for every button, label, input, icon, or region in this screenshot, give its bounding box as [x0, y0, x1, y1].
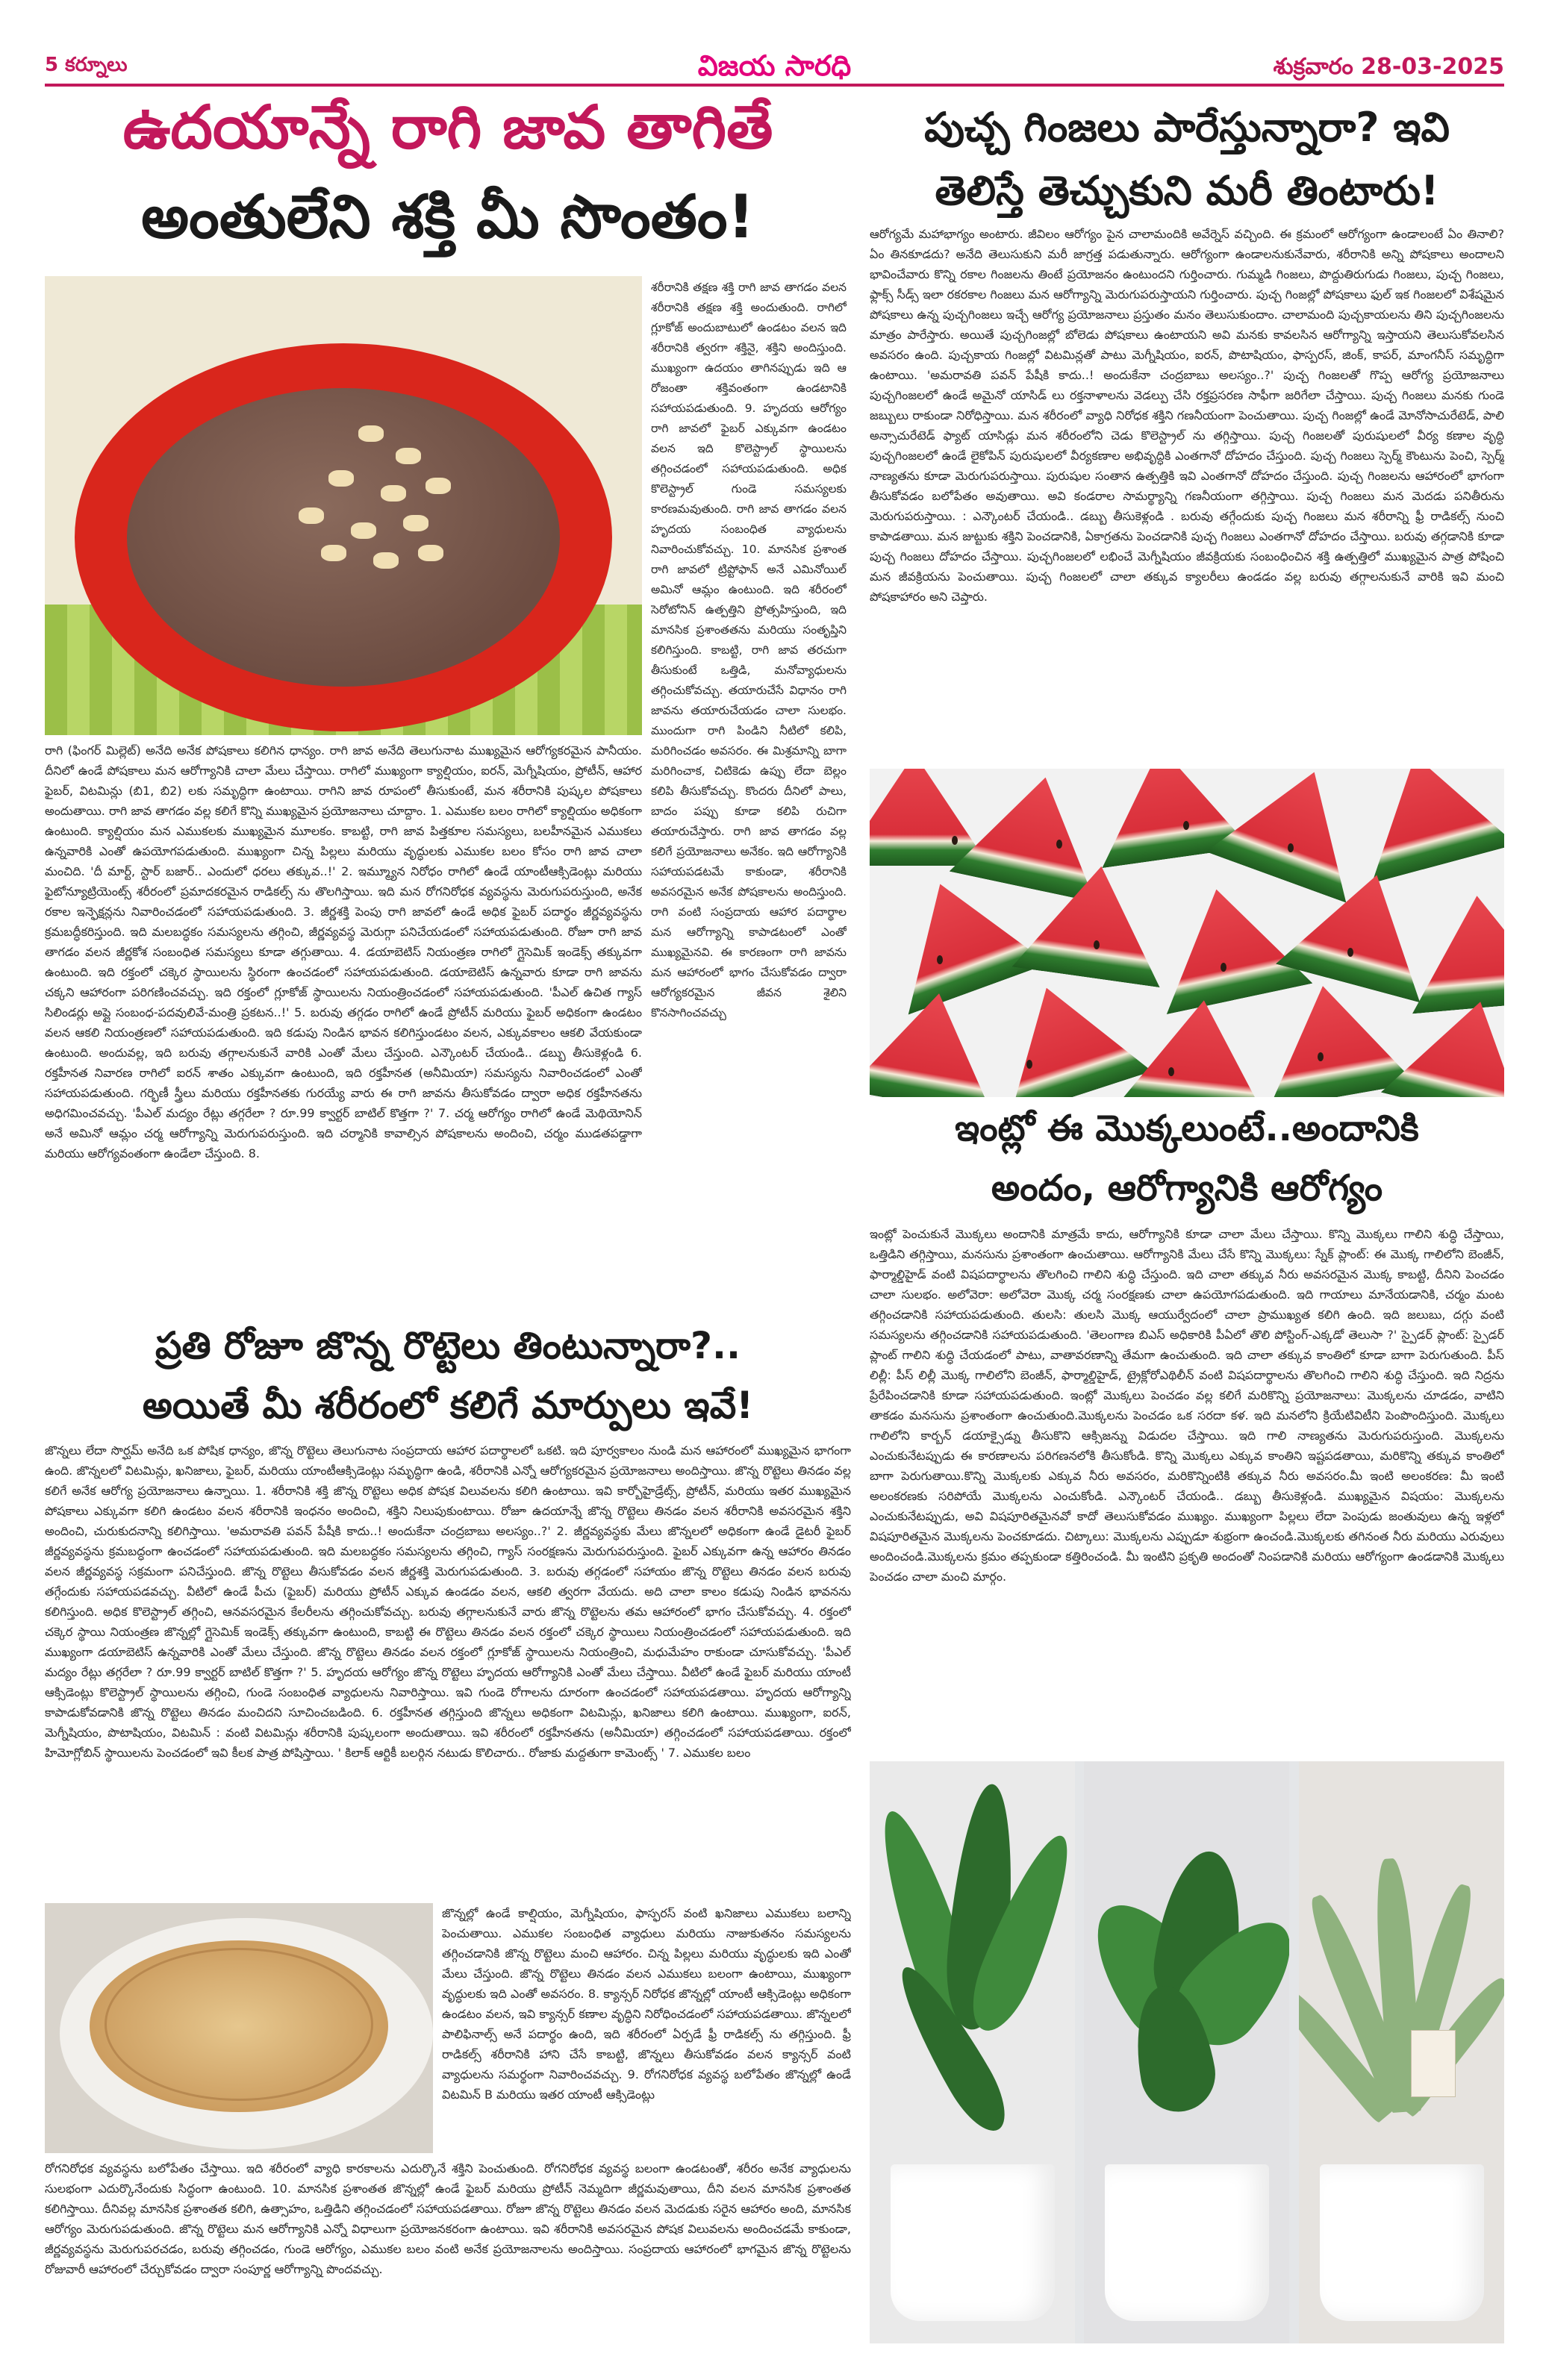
puchcha-body: ఆరోగ్యమే మహాభాగ్యం అంటారు. జీవిలం ఆరోగ్యం పైన చాలామందికి అవేర్నెస్ వచ్చింది. ఈ క్రమంలో ఆరోగ్యంగా ఉండాలంటే ఏం తినాలి? ఏం తినకూడదు? అనేది తెలుసుకుని మరీ జాగ్రత్త పడుతున్నారు. ఆరోగ్యంగా ఉండాలనుకునేవారు, శరీరానికి అన్ని పోషకాలు అందాలని భావించేవారు కొన్ని రకాల గింజలను తింటే ప్రయోజనం ఉంటుందని గుర్తించారు. గుమ్మడి గింజలు, పొద్దుతిరుగుడు గింజలు, పుచ్చ గింజలు, ఫ్లాక్స్ సీడ్స్ ఇలా రకరకాల గింజలు మన ఆరోగ్యాన్ని మెరుగుపరుస్తాయని గుర్తించారు. పుచ్చ గింజల్లో పోషకాలు ఫుల్ ఇక గింజలలో విశేషమైన పోషకాలు ఉన్న పుచ్చగింజలు ఇచ్చే ఆరోగ్య ప్రయోజనాలు ప్రస్తుతం మనం తెలుసుకుందాం. చాలామంది పుచ్చకాయలను తిని పుచ్చగింజలను మాత్రం పారేస్తారు. అయితే పుచ్చగింజల్లో బోలెడు పోషకాలు ఉంటాయని అవి మనకు కావలసిన ఆరోగ్యాన్ని ఇస్తాయని తెలుసుకోవలసిన అవసరం ఉంది. పుచ్చకాయ గింజల్లో విటమిన్లతో పాటు మెగ్నీషియం, ఐరన్, పొటాషియం, ఫాస్పరస్, జింక్, కాపర్, మాంగనీస్ సమృద్ధిగా ఉంటాయి. 'అమరావతి పవన్ పేషీకి కాదు..! అందుకేనా చంద్రబాబు అలస్యం..?' పుచ్చ గింజలతో గొప్ప ఆరోగ్య ప్రయోజనాలు పుచ్చగింజలలో ఉండే అమైనో యాసిడ్ లు రక్తనాళాలను వెడల్పు చేసి రక్తప్రసరణ సాఫీగా జరిగేలా చేస్తాయి. పుచ్చ గింజలు మనకు గుండె జబ్బులు రాకుండా నిరోధిస్తాయి. మన శరీరంలో వ్యాధి నిరోధక శక్తిని గణనీయంగా పెంచుతాయి. పుచ్చ గింజల్లో ఉండే మోనోసాచురేటెడ్, పాలి అన్సాచురేటెడ్ ఫ్యాట్ యాసిడ్లు మన శరీరంలోని చెడు కొలెస్ట్రాల్ ను తగ్గిస్తాయి. పుచ్చ గింజలతో పురుషులలో వీర్య కణాల వృద్ధి పుచ్చగింజలలో ఉండే లైకోపిన్ పురుషులలో వీర్యకణాల అభివృద్ధికి ఎంతగానో దోహదం చేస్తుంది. పుచ్చ గింజలు స్పెర్మ్ కౌంటును పెంచి, స్పెర్మ్ నాణ్యతను కూడా మెరుగుపరుస్తాయి. పురుషుల సంతాన ఉత్పత్తికి ఇవి ఎంతగానో దోహదం చేస్తుంది. పుచ్చ గింజలను ఆహారంలో భాగంగా తీసుకోవడం బలోపేతం అవుతాయి. అవి కండరాల సామర్థ్యాన్ని గణనీయంగా తగ్గిస్తాయి. పుచ్చ గింజలు మన మెదడు పనితీరును మెరుగుపరుస్తాయి. : ఎన్కౌంటర్ చేయండి.. డబ్బు తీసుకెళ్లండి . బరువు తగ్గేందుకు పుచ్చ గింజలు మన శరీరాన్ని ఫ్రీ రాడికల్స్ నుంచి కాపాడతాయి. మన జుట్టుకు శక్తిని పెంచడానికి, ఏకాగ్రతను పెంచడానికి పుచ్చ గింజలు ఎంతగానో దోహదం చేస్తాయి. బరువు తగ్గడానికి కూడా పుచ్చ గింజలు దోహదం చేస్తాయి. పుచ్చగింజలలో లభించే మెగ్నీషియం జీవక్రియకు సంబంధించిన శక్తి ఉత్పత్తిలో ముఖ్యమైన పాత్ర పోషించి మన జీవక్రియను పెంచుతాయి. పుచ్చ గింజలలో చాలా తక్కువ క్యాలరీలు ఉండడం వల్ల బరువు తగ్గాలనుకునే వారికి ఇవి మంచి పోషకాహారం అని చెప్తారు.: [870, 227, 1504, 604]
ragi-headline-2: అంతులేని శక్తి మీ సొంతం!: [141, 182, 755, 252]
jonna-body-bottom: రోగనిరోధక వ్యవస్థను బలోపేతం చేస్తాయి. ఇది శరీరంలో వ్యాధి కారకాలను ఎదుర్కొనే శక్తిని పెంచుతుంది. రోగనిరోధక వ్యవస్థ బలంగా ఉండటంతో, శరీరం అనేక వ్యాధులను సులభంగా ఎదుర్కొనేందుకు సిద్ధంగా ఉంటుంది. 10. మానసిక ప్రశాంతత జొన్నల్లో ఉండే ఫైబర్ మరియు ప్రోటీన్ నెమ్మదిగా జీర్ణమవుతాయి, దీని వలన మానసిక ప్రశాంతత కలిగిస్తాయి. దీనివల్ల మానసిక ప్రశాంతత కలిగి, ఉత్సాహం, ఒత్తిడిని తగ్గించడంలో సహాయపడతాయి. రోజూ జొన్న రొట్టెలు తినడం వలన మెదడుకు సరైన ఆహారం అంది, మానసిక ఆరోగ్యం మెరుగుపడుతుంది. జొన్న రొట్టెలు మన ఆరోగ్యానికి ఎన్నో విధాలుగా ప్రయోజనకరంగా ఉంటాయి. ఇవి శరీరానికి అవసరమైన పోషక విలువలను అందించడమే కాకుండా, జీర్ణవ్యవస్థను మెరుగుపరచడం, బరువు తగ్గించడం, గుండె ఆరోగ్యం, ఎముకల బలం వంటి అనేక ప్రయోజనాలను అందిస్తాయి. సంప్రదాయ ఆహారంలో భాగమైన జొన్న రొట్టెలను రోజువారీ ఆహారంలో చేర్చుకోవడం ద్వారా సంపూర్ణ ఆరోగ్యాన్ని పొందవచ్చు.: [45, 2161, 851, 2276]
puchcha-headline-2: తెలిస్తే తెచ్చుకుని మరీ తింటారు!: [935, 167, 1439, 214]
jonna-body-side: జొన్నల్లో ఉండే కాల్షియం, మెగ్నీషియం, ఫాస్ఫరస్ వంటి ఖనిజాలు ఎముకలు బలాన్ని పెంచుతాయి. ఎముకల సంబంధిత వ్యాధులు మరియు నాజుకుతనం సమస్యలను తగ్గించడానికి జొన్న రొట్టెలు మంచి ఆహారం. చిన్న పిల్లలు మరియు వృద్ధులకు ఇది ఎంతో మేలు చేస్తుంది. జొన్న రొట్టెలు తినడం వలన ఎముకలు బలంగా ఉంటాయి, ముఖ్యంగా వృద్ధులకు ఇది ఎంతో అవసరం. 8. క్యాన్సర్ నిరోధక జొన్నల్లో యాంటీ ఆక్సిడెంట్లు అధికంగా ఉండటం వలన, ఇవి క్యాన్సర్ కణాల వృద్ధిని నిరోధించడంలో సహాయపడతాయి. జొన్నలలో పాలిఫినాల్స్ అనే పదార్థం ఉంది, ఇది శరీరంలో ఏర్పడే ఫ్రీ రాడికల్స్ ను తగ్గిస్తుంది. ఫ్రీ రాడికల్స్ శరీరానికి హాని చేసే కాబట్టి, జొన్నలు తీసుకోవడం వలన క్యాన్సర్ వంటి వ్యాధులను సమర్థంగా నివారించవచ్చు. 9. రోగనిరోధక వ్యవస్థ బలోపేతం జొన్నల్లో ఉండే విటమిన్ B మరియు ఇతర యాంటీ ఆక్సిడెంట్లు: [442, 1906, 851, 2102]
ragi-side-column: శరీరానికి తక్షణ శక్తి రాగి జావ తాగడం వలన శరీరానికి తక్షణ శక్తి అందుతుంది. రాగిలో గ్లూకోజ్ అందుబాటులో ఉండటం వలన ఇది శరీరానికి త్వరగా శక్తినై, శక్తిని అందిస్తుంది. ముఖ్యంగా ఉదయం తాగినప్పుడు ఇది ఆ రోజంతా శక్తివంతంగా ఉండటానికి సహాయపడుతుంది. 9. హృదయ ఆరోగ్యం రాగి జావలో ఫైబర్ ఎక్కువగా ఉండటం వలన ఇది కొలెస్ట్రాల్ స్థాయిలను తగ్గించడంలో సహాయపడుతుంది. అధిక కొలెస్ట్రాల్ గుండె సమస్యలకు కారణమవుతుంది. రాగి జావ తాగడం వలన హృదయ సంబంధిత వ్యాధులను నివారించుకోవచ్చు. 10. మానసిక ప్రశాంత రాగి జావలో ట్రిప్టోఫాన్ అనే ఎమినోయిల్ అమినో ఆమ్లం ఉంటుంది. ఇది శరీరంలో సెరోటోనిన్ ఉత్పత్తిని ప్రోత్సహిస్తుంది, ఇది మానసిక ప్రశాంతతను మరియు సంతృప్తిని కలిగిస్తుంది. కాబట్టి, రాగి జావ తరచుగా తీసుకుంటే ఒత్తిడి, మనోవ్యాధులను తగ్గించుకోవచ్చు. తయారుచేసే విధానం రాగి జావను తయారుచేయడం చాలా సులభం. ముందుగా రాగి పిండిని నీటిలో కలిపి, మరిగించడం అవసరం. ఈ మిశ్రమాన్ని బాగా మరిగించాక, చిటికెడు ఉప్పు లేదా బెల్లం కలిపి తీసుకోవచ్చు. కొందరు దీనిలో పాలు, బాదం పప్పు కూడా కలిపి రుచిగా తయారుచేస్తారు. రాగి జావ తాగడం వల్ల కలిగే ప్రయోజనాలు అనేకం. ఇది ఆరోగ్యానికి సహాయపడటమే కాకుండా, శరీరానికి అవసరమైన అనేక పోషకాలను అందిస్తుంది. రాగి వంటి సంప్రదాయ ఆహార పదార్థాల మన ఆరోగ్యాన్ని కాపాడటంలో ఎంతో ముఖ్యమైనవి. ఈ కారణంగా రాగి జావను మన ఆహారంలో భాగం చేసుకోవడం ద్వారా ఆరోగ్యకరమైన జీవన శైలిని కొనసాగించవచ్చు: [651, 281, 847, 1019]
plant-panel-2: [1084, 1761, 1289, 2343]
page-number: 5 కర్నూలు: [45, 54, 128, 76]
ragi-porridge-photo: [45, 276, 642, 735]
issue-date: శుక్రవారం 28-03-2025: [1273, 54, 1504, 80]
jonna-headline-1: ప్రతి రోజూ జొన్న రొట్టెలు తింటున్నారా?..: [155, 1324, 741, 1367]
masthead: [45, 49, 1504, 87]
jonna-rotti-photo: [45, 1903, 433, 2153]
plants-headline-1: ఇంట్లో ఈ మొక్కలుంటే..అందానికి: [955, 1108, 1419, 1149]
puchcha-headline-1: పుచ్చ గింజలు పారేస్తున్నారా? ఇవి: [924, 104, 1450, 151]
plants-headline-2: అందం, ఆరోగ్యానికి ఆరోగ్యం: [991, 1167, 1383, 1209]
jonna-body-top: జొన్నలు లేదా సొర్ఘమ్ అనేది ఒక పోషిక ధాన్యం, జొన్న రొట్టెలు తెలుగునాట సంప్రదాయ ఆహార పదార్థాలలో ఒకటి. ఇది పూర్వకాలం నుండి మన ఆహారంలో ముఖ్యమైన భాగంగా ఉంది. జొన్నలలో విటమిన్లు, ఖనిజాలు, ఫైబర్, మరియు యాంటీఆక్సిడెంట్లు సమృద్ధిగా ఉండి, శరీరానికి ఎన్నో ఆరోగ్యకరమైన ప్రయోజనాలు అందిస్తాయి. జొన్న రొట్టెలు తినడం వల్ల కలిగే అనేక ఆరోగ్య ప్రయోజనాలు ఉన్నాయి. 1. శరీరానికి శక్తి జొన్న రొట్టెలు అధిక పోషక విలువలను కలిగి ఉంటాయి. ఇవి కార్బోహైడ్రేట్స్, ప్రోటీన్, మరియు ఇతర ముఖ్యమైన పోషకాలు ఎక్కువగా కలిగి ఉండటం వలన శరీరానికి ఇంధనం అందించి, శక్తిని నిలుపుకుంటాయి. రోజూ ఉదయాన్నే జొన్న రొట్టెలు తినడం వలన శరీరానికి అవసరమైన శక్తిని అందించి, చురుకుదనాన్ని కలిగిస్తాయి. 'అమరావతి పవన్ పేషీకి కాదు..! అందుకేనా చంద్రబాబు అలస్యం..?' 2. జీర్ణవ్యవస్థకు మేలు జొన్నలలో అధికంగా ఉండే డైటరీ ఫైబర్ జీర్ణవ్యవస్థను క్రమబద్ధంగా ఉంచడంలో సహాయపడుతుంది. ఇది మలబద్ధకం సమస్యలను తగ్గించి, గ్యాస్ సంరక్షణను మెరుగుపరుస్తుంది. ఫైబర్ ఎక్కువగా ఉన్న ఆహారం తినడం వలన జీర్ణవ్యవస్థ సక్రమంగా పనిచేస్తుంది. జొన్న రొట్టెలు తీసుకోవడం వలన జీర్ణశక్తి మెరుగుపడుతుంది. 3. బరువు తగ్గడంలో సహాయం జొన్న రొట్టెలు తినడం వలన బరువు తగ్గేందుకు సహాయపడవచ్చు. వీటిలో ఉండే పీచు (ఫైబర్) మరియు ప్రోటీన్ ఎక్కువ ఉండడం వలన, ఆకలి త్వరగా వేయదు. అది చాలా కాలం కడుపు నిండిన భావనను కలిగిస్తుంది. అధిక కొలెస్ట్రాల్ తగ్గించి, ఆనవసరమైన కేలరీలను తగ్గించుకోవచ్చు. బరువు తగ్గాలనుకునే వారు జొన్న రొట్టెలను తమ ఆహారంలో భాగం చేసుకోవచ్చు. 4. రక్తంలో చక్కెర స్థాయి నియంత్రణ జొన్నల్లో గ్లైసెమిక్ ఇండెక్స్ తక్కువగా ఉంటుంది, కాబట్టి ఈ రొట్టెలు తినడం వలన రక్తంలో చక్కెర స్థాయిలు నియంత్రించడంలో సహాయపడుతుంది. ఇది ముఖ్యంగా డయాబెటిస్ ఉన్నవారికి ఎంతో మేలు చేస్తుంది. జొన్న రొట్టెలు తినడం వలన రక్తంలో గ్లూకోజ్ స్థాయిలను నియంత్రించి, మధుమేహం రాకుండా చూసుకోవచ్చు. 'పీఎల్ మద్యం రేట్లు తగ్గరేలా ? రూ.99 క్వార్టర్ బాటిల్ కొత్తగా ?' 5. హృదయ ఆరోగ్యం జొన్న రొట్టెలు హృదయ ఆరోగ్యానికి ఎంతో మేలు చేస్తాయి. వీటిలో ఉండే ఫైబర్ మరియు యాంటీ ఆక్సిడెంట్లు కొలెస్ట్రాల్ స్థాయిలను తగ్గించి, గుండె సంబంధిత వ్యాధులను నివారిస్తాయి. ఇవి గుండె రోగాలను దూరంగా ఉంచడంలో సహాయపడతాయి. హృదయ ఆరోగ్యాన్ని కాపాడుకోవడానికి జొన్న రొట్టెలు తినడం మంచిదని సూచించబడింది. 6. రక్తహీనత తగ్గిస్తుంది జొన్నలు అధికంగా విటమిన్లు, ఖనిజాలు కలిగి ఉంటాయి. ముఖ్యంగా, ఐరన్, మెగ్నీషియం, పొటాషియం, విటమిన్ : వంటి విటమిన్లు శరీరానికి పుష్కలంగా అందుతాయి. ఇవి శరీరంలో రక్తహీనతను (అనీమియా) తగ్గించడంలో సహాయపడతాయి. రక్తంలో హిమోగ్లోబిన్ స్థాయిలను పెంచడంలో ఇవి కీలక పాత్ర పోషిస్తాయి. ' కిలాక్ ఆర్టికీ బలర్గిన నటుడు కొలిచారు.. రోజాకు మద్దతుగా కామెంట్స్ ' 7. ఎముకల బలం: [45, 1443, 851, 1760]
watermelon-slices-photo: [870, 769, 1504, 1097]
paper-name: విజయ సారధి: [697, 49, 852, 82]
plant-panel-3: [1299, 1761, 1504, 2343]
indoor-plants-photo: [870, 1761, 1504, 2343]
ragi-body: రాగి (ఫింగర్ మిల్లెట్) అనేది అనేక పోషకాలు కలిగిన ధాన్యం. రాగి జావ అనేది తెలుగునాట ముఖ్యమైన ఆరోగ్యకరమైన పానీయం. దీనిలో ఉండే పోషకాలు మన ఆరోగ్యానికి చాలా మేలు చేస్తాయి. రాగిలో ముఖ్యంగా క్యాల్షియం, ఐరన్, మెగ్నీషియం, ప్రోటీన్, ఆహార ఫైబర్, విటమిన్లు (బి1, బి2) లకు సమృద్ధిగా ఉంటాయి. రాగిని జావ రూపంలో తీసుకుంటే, మన శరీరానికి పుష్కల పోషకాలు అందుతాయి. రాగి జావ తాగడం వల్ల కలిగే కొన్ని ముఖ్యమైన ప్రయోజనాలు చూద్దాం. 1. ఎముకల బలం రాగిలో క్యాల్షియం అధికంగా ఉంటుంది. క్యాల్షియం మన ఎముకలకు ముఖ్యమైన మూలకం. కాబట్టి, రాగి జావ పిత్తకూల సమస్యలు, బలహీనమైన ఎముకలు ఉన్నవారికి ఎంతో ఉపయోగపడుతుంది. ముఖ్యంగా చిన్న పిల్లలు మరియు వృద్ధులకు ఎముకల బలం కోసం రాగి జావ చాలా మంచిది. 'దీ మార్ట్, స్టార్ బజార్.. ఎందులో ధరలు తక్కువ..!' 2. ఇమ్మ్యూన నిరోధం రాగిలో ఉండే యాంటీఆక్సిడెంట్లు మరియు ఫైటోన్యూట్రియెంట్స్ శరీరంలో ప్రమాదకరమైన రాడికల్స్ ను తొలగిస్తాయి. ఇది మన రోగనిరోధక వ్యవస్థను మెరుగుపరుస్తుంది, అనేక రకాల ఇన్ఫెక్షన్లను నివారించడంలో సహాయపడుతుంది. 3. జీర్ణశక్తి పెంపు రాగి జావలో ఉండే అధిక ఫైబర్ పదార్థం జీర్ణవ్యవస్థను క్రమబద్ధీకరిస్తుంది. ఇది మలబద్ధకం సమస్యలను తగ్గించి, జీర్ణవ్యవస్థ మెరుగ్గా పనిచేయడంలో సహాయపడుతుంది. రోజూ రాగి జావ తాగడం వలన జీర్ణకోశ సంబంధిత సమస్యలు కూడా తగ్గుతాయి. 4. డయాబెటిస్ నియంత్రణ రాగిలో గ్లైసెమిక్ ఇండెక్స్ తక్కువగా ఉంటుంది. ఇది రక్తంలో చక్కెర స్థాయిలను స్థిరంగా ఉంచడంలో సహాయపడుతుంది. డయాబెటిస్ ఉన్నవారు కూడా రాగి జావను చక్కని ఆహారంగా పరిగణించవచ్చు. ఇది రక్తంలో గ్లూకోజ్ స్థాయిలను నియంత్రించడంలో సహాయపడుతుంది. 'పీఎల్ ఉచిత గ్యాస్ సిలిండర్లు అప్లై సంబంధ-పదవులివే-మంత్రి ప్రకటన..!' 5. బరువు తగ్గడం రాగిలో ఉండే ప్రోటీన్ మరియు ఫైబర్ అధికంగా ఉండటం వలన ఆకలి నియంత్రణలో సహాయపడుతుంది. ఇది కడుపు నిండిన భావన కలిగిస్తుండటం వలన, ఎక్కువకాలం ఆకలి వేయకుండా ఉంటుంది. అందువల్ల, ఇది బరువు తగ్గాలనుకునే వారికి ఎంతో మేలు చేస్తుంది. ఎన్కౌంటర్ చేయండి.. డబ్బు తీసుకెళ్లండి 6. రక్తహీనత నివారణ రాగిలో ఐరన్ శాతం ఎక్కువగా ఉంటుంది, ఇది రక్తహీనత (అనీమియా) సమస్యను నివారించడంలో ఎంతో సహాయపడుతుంది. గర్భిణీ స్త్రీలు మరియు రక్తహీనతకు గురయ్యే వారు ఈ రాగి జావను తీసుకోవడం ద్వారా అధిక రక్తహీనతను అధిగమించవచ్చు. 'పీఎల్ మద్యం రేట్లు తగ్గరేలా ? రూ.99 క్వార్టర్ బాటిల్ కొత్తగా ?' 7. చర్మ ఆరోగ్యం రాగిలో ఉండే మెథియోనిన్ అనే అమినో ఆమ్లం చర్మ ఆరోగ్యాన్ని మెరుగుపరుస్తుంది. ఇది చర్మానికి కావాల్సిన పోషకాలను అందించి, చర్మం ముడతపడ్డాగా మరియు ఆరోగ్యవంతంగా ఉండేలా చేస్తుంది. 8.: [45, 743, 642, 1161]
plants-body: ఇంట్లో పెంచుకునే మొక్కలు అందానికి మాత్రమే కాదు, ఆరోగ్యానికి కూడా చాలా మేలు చేస్తాయి. కొన్ని మొక్కలు గాలిని శుద్ధి చేస్తాయి, ఒత్తిడిని తగ్గిస్తాయి, మనసును ప్రశాంతంగా ఉంచుతాయి. ఆరోగ్యానికి మేలు చేసే కొన్ని మొక్కలు: స్నేక్ ప్లాంట్: ఈ మొక్క గాలిలోని బెంజీన్, ఫార్మాల్డిహైడ్ వంటి విషపదార్థాలను తొలగించి గాలిని శుద్ధి చేస్తుంది. ఇది చాలా తక్కువ నీరు అవసరమైన మొక్క కాబట్టి, దీనిని పెంచడం చాలా సులభం. అలోవెరా: అలోవెరా మొక్క చర్మ సంరక్షణకు చాలా ఉపయోగపడుతుంది. ఇది గాయాలు మానేయడానికి, చర్మం మంట తగ్గించడానికి సహాయపడుతుంది. తులసి: తులసి మొక్క ఆయుర్వేదంలో చాలా ప్రాముఖ్యత కలిగి ఉంది. ఇది జలుబు, దగ్గు వంటి సమస్యలను తగ్గించడానికి సహాయపడుతుంది. 'తెలంగాణ బిఎస్ అధికారికి పీఏలో తొలి పోస్టింగ్-ఎక్కడో తెలుసా ?' స్పైడర్ ప్లాంట్: స్పైడర్ ప్లాంట్ గాలిని శుద్ధి చేయడంలో పాటు, వాతావరణాన్ని తేమగా ఉంచుతుంది. ఇది చాలా తక్కువ కాంతిలో కూడా బాగా పెరుగుతుంది. పీస్ లిల్లీ: పీస్ లిల్లీ మొక్క గాలిలోని బెంజీన్, ఫార్మాల్డిహైడ్, ట్రైక్లోరోఎథిలీన్ వంటి విషపదార్థాలను తొలగించి గాలిని శుద్ధి చేస్తుంది. ఇది నిద్రను ప్రేరేపించడానికి కూడా సహాయపడుతుంది. ఇంట్లో మొక్కలు పెంచడం వల్ల కలిగే మరికొన్ని ప్రయోజనాలు: మొక్కలను చూడడం, వాటిని తాకడం మనసును ప్రశాంతంగా ఉంచుతుంది.మొక్కలను పెంచడం ఒక సరదా కళ. ఇది మనలోని క్రియేటివిటీని పెంపొందిస్తుంది. మొక్కలు గాలిలోని కార్బన్ డయాక్సైడ్ను తీసుకొని ఆక్సిజన్ను విడుదల చేస్తాయి. ఇది గాలి నాణ్యతను మెరుగుపరుస్తుంది. మొక్కలను ఎంచుకునేటప్పుడు ఈ కారణాలను పరిగణనలోకి తీసుకోండి. కొన్ని మొక్కలు ఎక్కువ కాంతిని ఇష్టపడతాయి, మరికొన్ని తక్కువ కాంతిలో బాగా పెరుగుతాయి.కొన్ని మొక్కలకు ఎక్కువ నీరు అవసరం, మరికొన్నింటికి తక్కువ నీరు అవసరం.మీ ఇంటి అలంకరణ: మీ ఇంటి అలంకరణకు సరిపోయే మొక్కలను ఎంచుకోండి. ఎన్కౌంటర్ చేయండి.. డబ్బు తీసుకెళ్లండి. ముఖ్యమైన విషయం: మొక్కలను ఎంచుకునేటప్పుడు, అవి విషపూరితమైనవో కాదో తెలుసుకోవడం ముఖ్యం. ముఖ్యంగా పిల్లలు లేదా పెంపుడు జంతువులు ఉన్న ఇళ్లలో విషపూరితమైన మొక్కలను పెంచకూడదు. చిట్కాలు: మొక్కలను ఎప్పుడూ శుభ్రంగా ఉంచండి.మొక్కలకు తగినంత నీరు మరియు ఎరువులు అందించండి.మొక్కలను క్రమం తప్పకుండా కత్తిరించండి. మీ ఇంటిని ప్రకృతి అందంతో నింపడానికి మరియు ఆరోగ్యంగా ఉండడానికి మొక్కలు పెంచడం చాలా మంచి మార్గం.: [870, 1227, 1504, 1584]
plant-panel-1: [870, 1761, 1075, 2343]
ragi-headline-1: ఉదయాన్నే రాగి జావ తాగితే: [122, 93, 773, 162]
jonna-headline-2: అయితే మీ శరీరంలో కలిగే మార్పులు ఇవే!: [142, 1384, 754, 1427]
